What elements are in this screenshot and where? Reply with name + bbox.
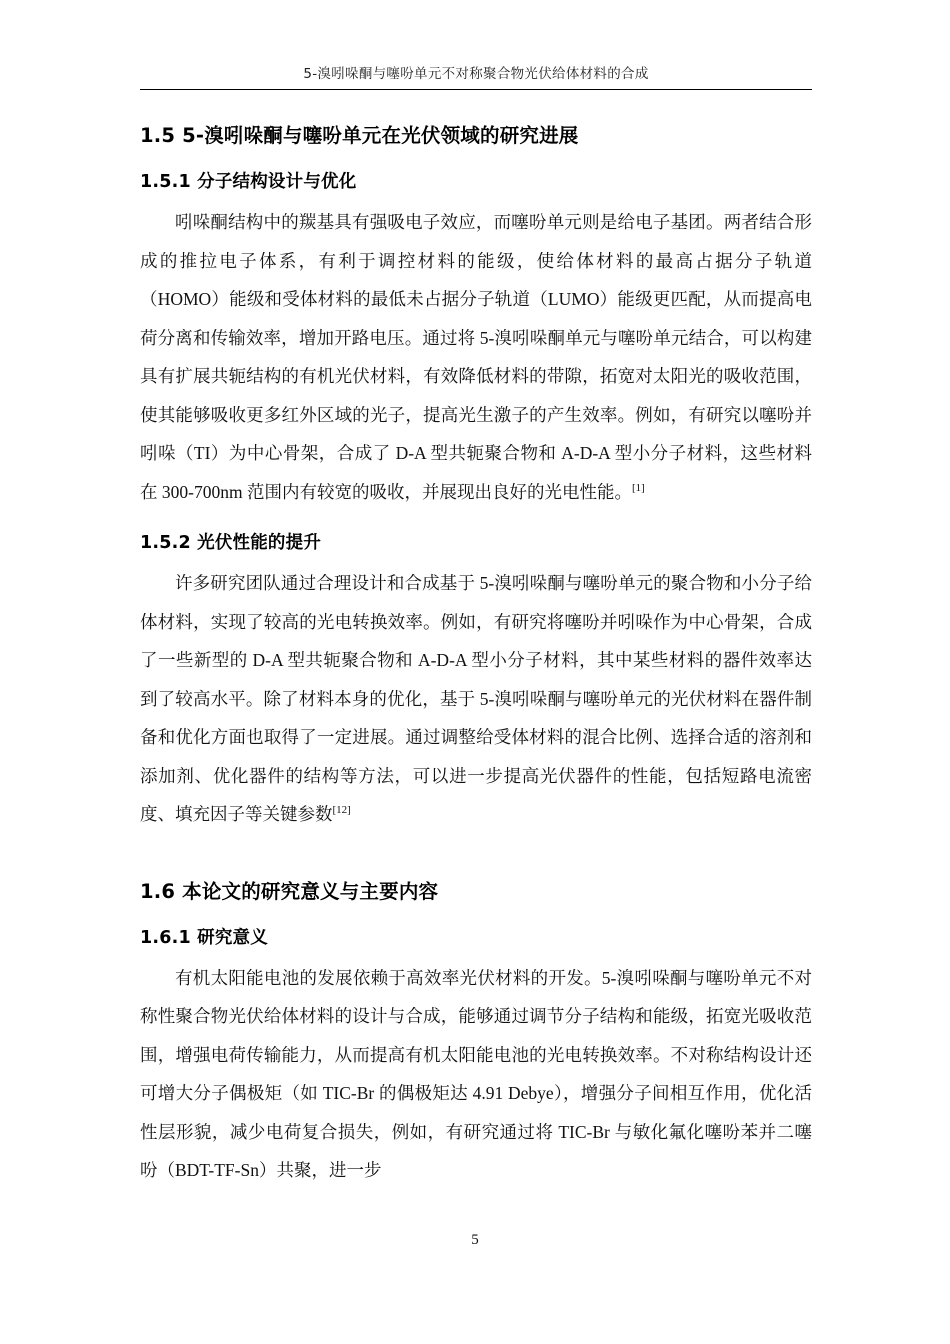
subsection-heading-1-5-1: 1.5.1 分子结构设计与优化	[140, 172, 357, 192]
section-heading-1-6: 1.6 本论文的研究意义与主要内容	[140, 879, 439, 903]
page-content	[140, 62, 812, 1192]
footnote-ref-1: [1]	[631, 481, 645, 494]
page-number: 5	[471, 1232, 479, 1248]
section-gap	[140, 836, 812, 872]
running-head: 5-溴吲哚酮与噻吩单元不对称聚合物光伏给体材料的合成	[303, 66, 649, 82]
paragraph-1-6-1: 有机太阳能电池的发展依赖于高效率光伏材料的开发。5-溴吲哚酮与噻吩单元不对称性聚合物光伏给体材料的设计与合成，能够通过调节分子结构和能级，拓宽光吸收范围，增强电荷传输能力，从而提高有机太阳能电池的光电转换效率。不对称结构设计还可增大分子偶极矩（如 TIC-Br 的偶极矩达 4.91 Debye），增强分子间相互作用，优化活性层形貌，减少电荷复合损失，例如，有研究通过将 TIC-Br 与敏化氟化噻吩苯并二噻吩（BDT-TF-Sn）共聚，进一步	[140, 967, 812, 1180]
paragraph-1-5-1	[140, 203, 812, 511]
subsection-heading-1-5-2: 1.5.2 光伏性能的提升	[140, 533, 322, 553]
header-rule	[140, 89, 812, 90]
footnote-ref-12: [12]	[332, 804, 351, 817]
paragraph-text: 许多研究团队通过合理设计和合成基于 5-溴吲哚酮与噻吩单元的聚合物和小分子给体材料，实现了较高的光电转换效率。例如，有研究将噻吩并吲哚作为中心骨架，合成了一些新型的 D-A 型共轭聚合物和 A-D-A 型小分子材料，其中某些材料的器件效率达到了较高水平。除了材料本身的优化，基于 5-溴吲哚酮与噻吩单元的光伏材料在器件制备和优化方面也取得了一定进展。通过调整给受体材料的混合比例、选择合适的溶剂和添加剂、优化器件的结构等方法，可以进一步提高光伏器件的性能，包括短路电流密度、填充因子等关键参数	[140, 573, 812, 824]
subsection-heading-1-6-1: 1.6.1 研究意义	[140, 927, 268, 948]
section-heading-1-5: 1.5 5-溴吲哚酮与噻吩单元在光伏领域的研究进展	[140, 124, 579, 147]
paragraph-1-5-2	[140, 564, 812, 834]
paragraph-text: 吲哚酮结构中的羰基具有强吸电子效应，而噻吩单元则是给电子基团。两者结合形成的推拉电子体系，有利于调控材料的能级，使给体材料的最高占据分子轨道（HOMO）能级和受体材料的最低未占据分子轨道（LUMO）能级更匹配，从而提高电荷分离和传输效率，增加开路电压。通过将 5-溴吲哚酮单元与噻吩单元结合，可以构建具有扩展共轭结构的有机光伏材料，有效降低材料的带隙，拓宽对太阳光的吸收范围，使其能够吸收更多红外区域的光子，提高光生激子的产生效率。例如，有研究以噻吩并吲哚（TI）为中心骨架，合成了 D-A 型共轭聚合物和 A-D-A 型小分子材料，这些材料在 300-700nm 范围内有较宽的吸收，并展现出良好的光电性能。	[140, 212, 812, 502]
